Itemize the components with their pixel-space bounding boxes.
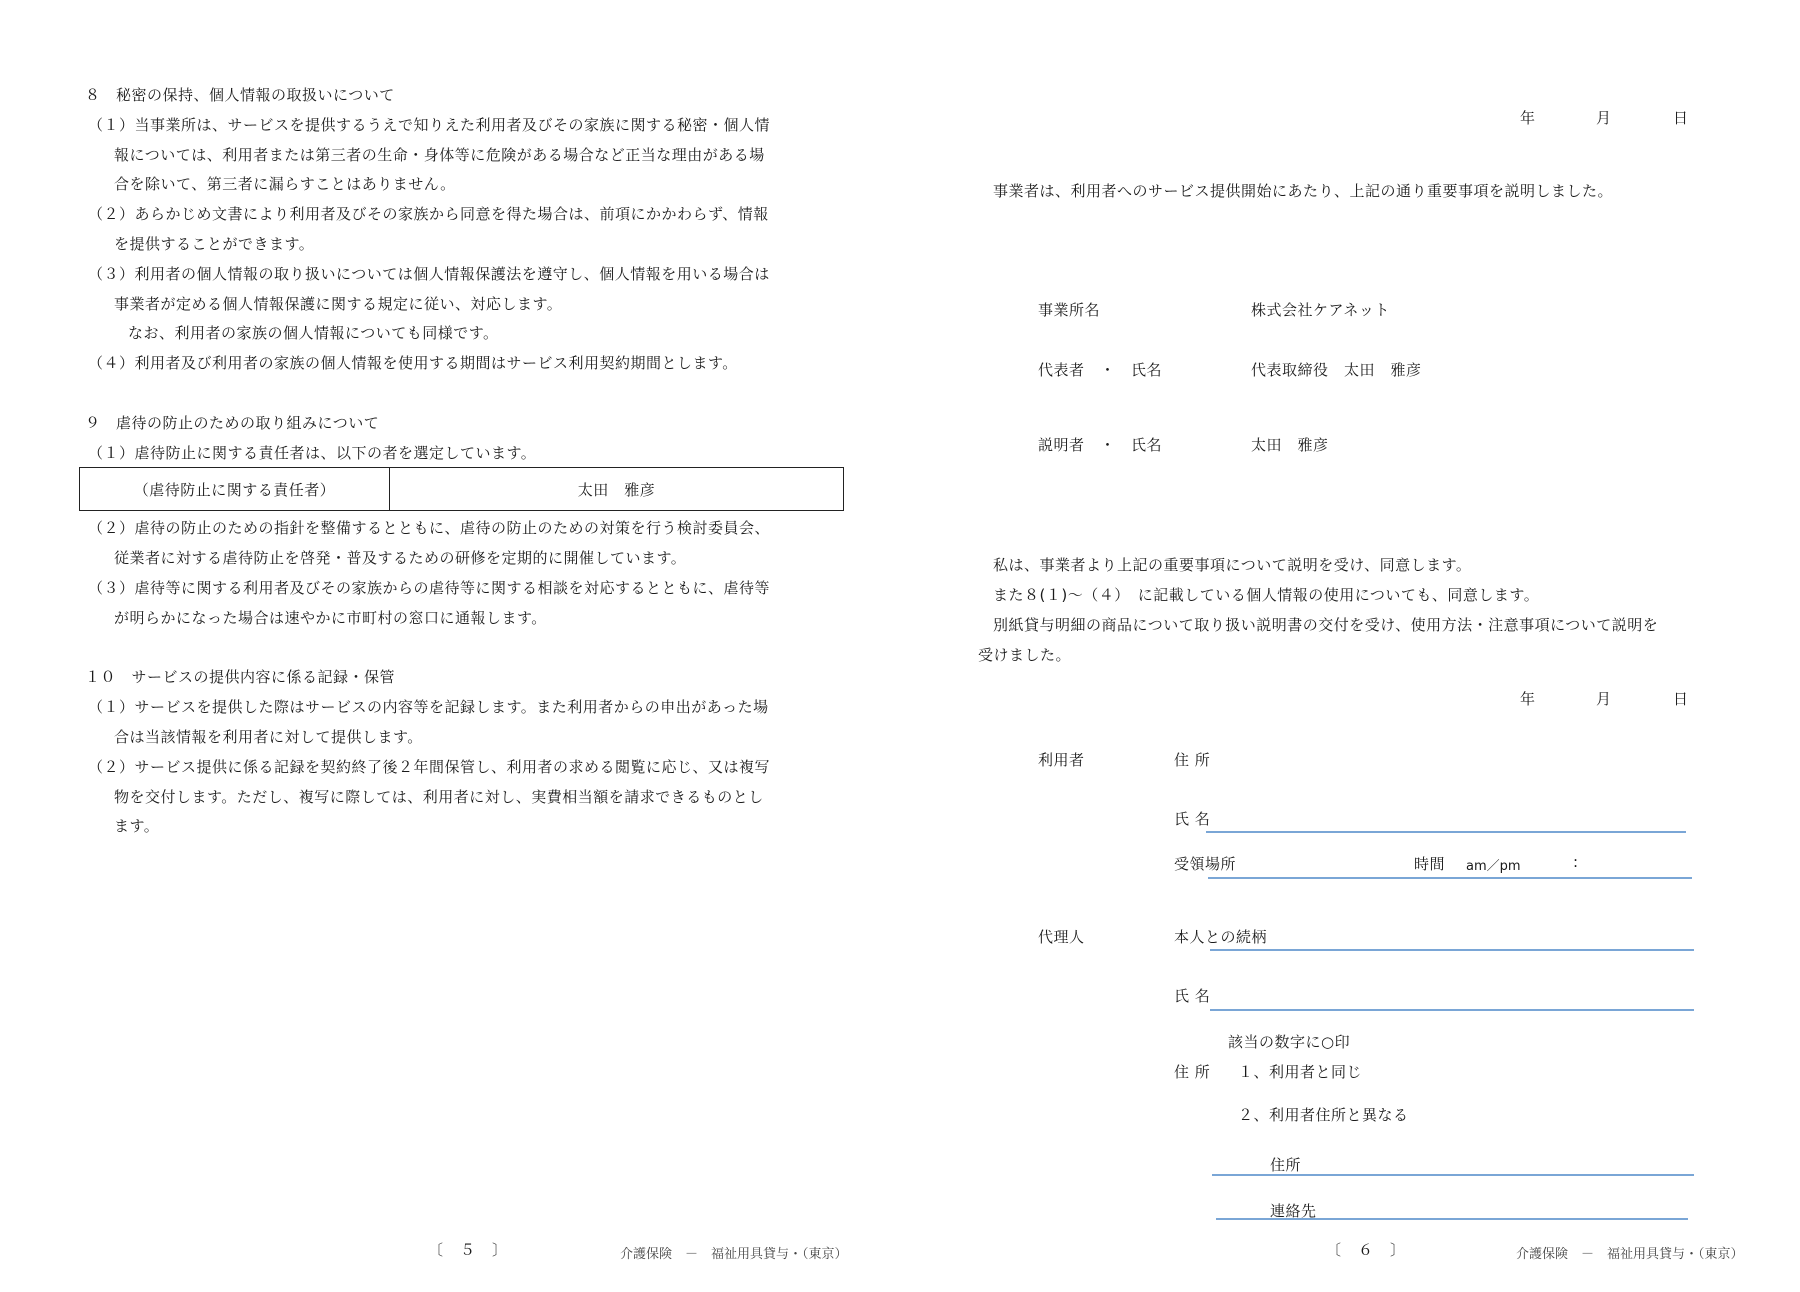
sec10-line: （２）サービス提供に係る記録を契約終了後２年間保管し、利用者の求める閲覧に応じ、又は複写 [88,758,771,776]
time-colon: : [1573,853,1579,871]
address-option-2: ２、利用者住所と異なる [1238,1106,1409,1124]
consent-line: 受けました。 [978,646,1072,664]
date1-month: 月 [1596,109,1612,127]
date2-month: 月 [1596,690,1612,708]
sec8-line: 報については、利用者または第三者の生命・身体等に危険がある場合など正当な理由がある場 [114,146,765,164]
date1-day: 日 [1673,109,1689,127]
agent-address-label: 住 所 [1174,1063,1211,1081]
agent-label: 代理人 [1038,928,1085,946]
relation-field[interactable] [1210,949,1694,951]
agent-name-field[interactable] [1210,1009,1694,1011]
sec8-line: （２）あらかじめ文書により利用者及びその家族から同意を得た場合は、前項にかかわらず、情報 [88,205,769,223]
contact-field-label: 連絡先 [1270,1202,1317,1220]
sec8-line: （４）利用者及び利用者の家族の個人情報を使用する期間はサービス利用契約期間とします。 [88,354,738,372]
consent-line: 私は、事業者より上記の重要事項について説明を受け、同意します。 [993,556,1472,574]
sec9-line: （１）虐待防止に関する責任者は、以下の者を選定しています。 [88,444,537,462]
sec10-line: （１）サービスを提供した際はサービスの内容等を記録します。また利用者からの申出があった場 [88,698,769,716]
page-number-left: 〔 ５ 〕 [428,1241,509,1259]
office-value: 株式会社ケアネット [1251,301,1390,319]
sec9-line: 従業者に対する虐待防止を啓発・普及するための研修を定期的に開催しています。 [114,549,687,567]
sec9-line: （３）虐待等に関する利用者及びその家族からの虐待等に関する相談を対応するとともに、虐待等 [88,579,771,597]
sec10-line: 物を交付します。ただし、複写に際しては、利用者に対し、実費相当額を請求できるものとし [114,788,764,806]
representative-label: 代表者 ・ 氏名 [1038,361,1163,379]
reception-place-label: 受領場所 [1174,855,1237,873]
agent-address-field[interactable] [1212,1174,1694,1176]
user-address-label: 住 所 [1174,751,1211,769]
agent-address-field-label: 住所 [1270,1156,1302,1174]
abuse-officer-name: 太田 雅彦 [390,468,844,511]
user-label: 利用者 [1038,751,1085,769]
reception-field[interactable] [1208,877,1692,879]
section-10-heading: １０ サービスの提供内容に係る記録・保管 [85,668,396,686]
agent-name-label: 氏 名 [1174,987,1211,1005]
sec8-line: （３）利用者の個人情報の取り扱いについては個人情報保護法を遵守し、個人情報を用いる場合は [88,265,770,283]
relation-label: 本人との続柄 [1174,928,1268,946]
date2-year: 年 [1520,690,1536,708]
date1-year: 年 [1520,109,1536,127]
explainer-value: 太田 雅彦 [1251,436,1329,454]
user-name-label: 氏 名 [1174,810,1211,828]
explainer-label: 説明者 ・ 氏名 [1038,436,1163,454]
explanation-statement: 事業者は、利用者へのサービス提供開始にあたり、上記の通り重要事項を説明しました。 [993,182,1614,200]
date2-day: 日 [1673,690,1689,708]
consent-line: また８(１)～（４） に記載している個人情報の使用についても、同意します。 [993,586,1540,604]
sec10-line: 合は当該情報を利用者に対して提供します。 [114,728,423,746]
user-name-field[interactable] [1206,831,1686,833]
sec8-line: 事業者が定める個人情報保護に関する規定に従い、対応します。 [114,295,563,313]
page-number-right: 〔 ６ 〕 [1326,1241,1407,1259]
office-label: 事業所名 [1038,301,1101,319]
sec9-line: が明らかになった場合は速やかに市町村の窓口に通報します。 [114,609,547,627]
abuse-officer-label: （虐待防止に関する責任者） [80,468,390,511]
sec10-line: ます。 [114,817,160,835]
am-pm-label: am／pm [1466,859,1521,874]
contact-field[interactable] [1216,1218,1688,1220]
circle-number-note: 該当の数字に○印 [1228,1033,1351,1051]
footer-right: 介護保険 － 福祉用具貸与・（東京） [1516,1247,1744,1262]
section-9-heading: ９ 虐待の防止のための取り組みについて [85,414,380,432]
sec8-line: （１）当事業所は、サービスを提供するうえで知りえた利用者及びその家族に関する秘密・個人情 [88,116,771,134]
representative-value: 代表取締役 太田 雅彦 [1251,361,1422,379]
sec8-line: なお、利用者の家族の個人情報についても同様です。 [128,324,499,342]
sec8-line: を提供することができます。 [114,235,315,253]
abuse-officer-table [79,467,844,511]
sec8-line: 合を除いて、第三者に漏らすことはありません。 [114,175,456,193]
address-option-1: １、利用者と同じ [1238,1063,1363,1081]
section-8-heading: ８ 秘密の保持、個人情報の取扱いについて [85,86,395,104]
time-label: 時間 [1414,855,1446,873]
sec9-line: （２）虐待の防止のための指針を整備するとともに、虐待の防止のための対策を行う検討委員会、 [88,519,771,537]
consent-line: 別紙貸与明細の商品について取り扱い説明書の交付を受け、使用方法・注意事項について説明を [993,616,1659,634]
footer-left: 介護保険 － 福祉用具貸与・（東京） [620,1247,848,1262]
